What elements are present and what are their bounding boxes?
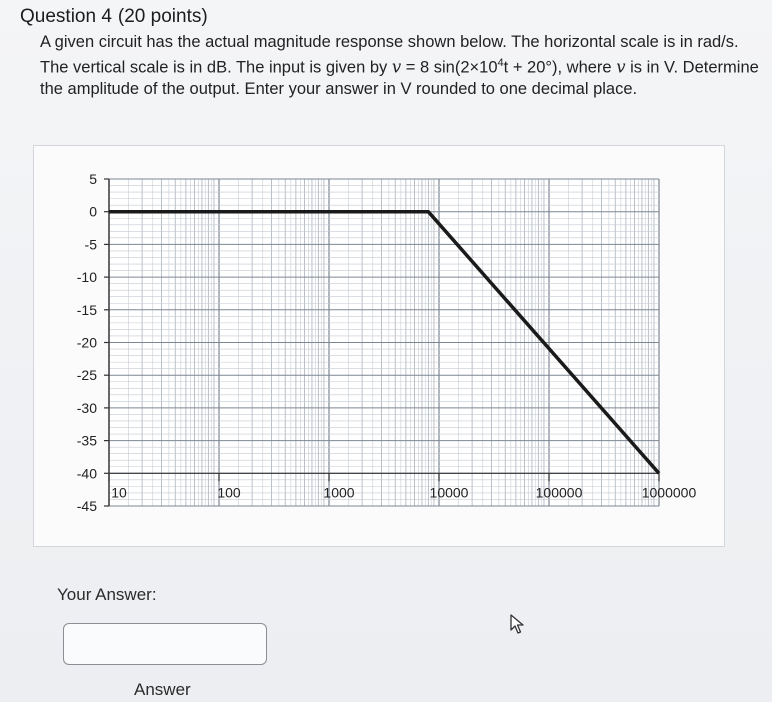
y-tick-label: -5 <box>84 236 97 253</box>
question-text-part3: t + 20°), where <box>503 58 617 77</box>
x-tick-label: 1000 <box>323 484 355 501</box>
y-tick-label: 0 <box>89 203 97 220</box>
y-tick-label: -25 <box>76 367 97 384</box>
answer-input[interactable] <box>63 623 267 665</box>
y-tick-label: -30 <box>76 399 97 416</box>
y-tick-label: -20 <box>76 334 97 351</box>
y-tick-label: -35 <box>76 432 97 449</box>
y-tick-label: -15 <box>76 301 97 318</box>
question-text-part2: = 8 sin(2×10 <box>401 58 498 77</box>
question-number: Question 4 <box>20 6 112 27</box>
question-text <box>40 32 765 100</box>
magnitude-response-chart <box>33 145 725 547</box>
question-text-part1: A given circuit has the actual magnitude response shown below. The horizontal scale is in rad/s. The vertical scale is in dB. The input is given by <box>40 33 739 77</box>
your-answer-label: Your Answer: <box>57 585 157 604</box>
x-tick-label: 100 <box>217 484 241 501</box>
question-points: (20 points) <box>117 6 208 27</box>
question-text-part4: is in V. Determine the amplitude of the output. Enter your answer in V rounded to one decimal place. <box>40 58 759 98</box>
x-tick-label: 10 <box>111 484 127 501</box>
question-variable-2: v <box>616 57 626 77</box>
y-tick-label: -10 <box>76 269 97 286</box>
x-tick-label: 100000 <box>535 484 583 501</box>
answer-button[interactable]: Answer <box>134 680 191 699</box>
x-tick-label: 10000 <box>429 484 469 501</box>
chart-svg <box>34 146 724 546</box>
y-tick-label: -40 <box>76 465 97 482</box>
question-exponent: 4 <box>497 57 504 69</box>
x-tick-label: 1000000 <box>641 484 697 501</box>
y-tick-label: -45 <box>76 498 97 514</box>
question-variable: v <box>391 57 402 77</box>
mouse-cursor-icon <box>508 613 528 637</box>
y-tick-label: 5 <box>89 171 97 187</box>
question-header <box>20 6 208 28</box>
